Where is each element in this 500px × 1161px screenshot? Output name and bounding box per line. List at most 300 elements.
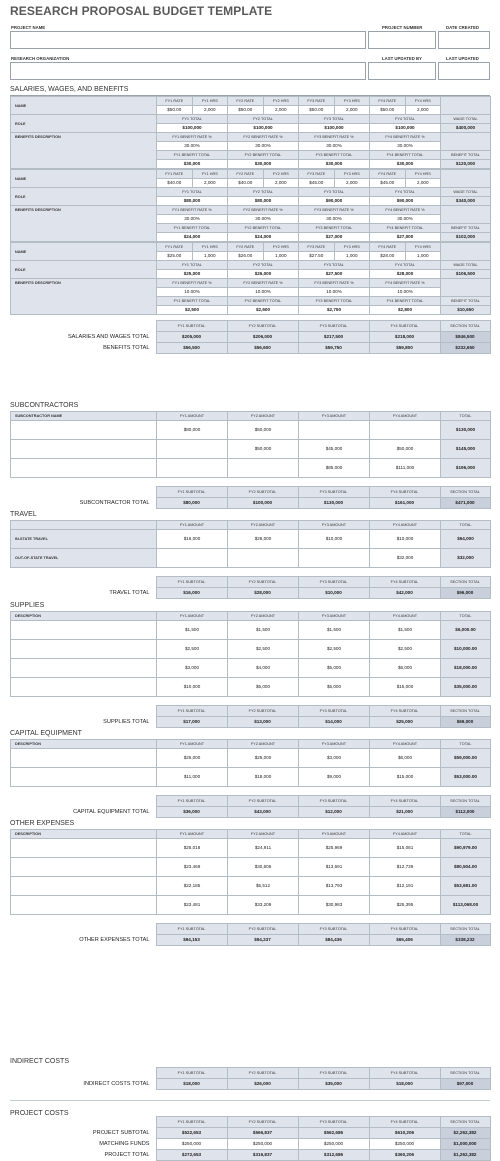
row-total: $32,000	[441, 549, 491, 568]
summary-header: SECTION TOTAL	[440, 796, 490, 807]
summary-header: SECTION TOTAL	[440, 706, 490, 717]
amount-value[interactable]: $5,000	[228, 678, 299, 697]
row-total: $130,000	[441, 421, 491, 440]
benefit-rate[interactable]: 30.00%	[228, 215, 299, 224]
last-updated-by-field[interactable]	[368, 62, 436, 80]
summary-value: $59,800	[369, 343, 440, 354]
benefit-rate[interactable]: 10.00%	[299, 288, 370, 297]
amount-header: FY4 AMOUNT	[370, 830, 441, 839]
subcontractors-table	[10, 411, 490, 509]
amount-value[interactable]: $3,000	[157, 659, 228, 678]
project-name-label: PROJECT NAME	[11, 25, 46, 30]
date-created-label: DATE CREATED	[446, 25, 480, 30]
rate-header: FY4 HRS	[405, 97, 441, 106]
project-cost-label: MATCHING FUNDS	[10, 1139, 156, 1150]
summary-value: $28,000	[227, 588, 298, 599]
amount-value[interactable]	[157, 459, 228, 478]
blank-cell	[10, 796, 156, 807]
wage-total-header: WAGE TOTAL	[441, 261, 491, 270]
amount-value[interactable]: $1,500	[157, 621, 228, 640]
summary-value: $206,000	[227, 332, 298, 343]
benefit-fy-total: $2,800	[370, 306, 441, 315]
summary-header: FY1 SUBTOTAL	[156, 796, 227, 807]
summary-label: SALARIES AND WAGES TOTAL	[10, 332, 156, 343]
project-cost-row	[10, 1150, 490, 1161]
amount-value[interactable]: $11,000	[157, 768, 228, 787]
rate-value[interactable]: $50.00	[228, 106, 264, 115]
benefit-fy-total: $27,000	[370, 233, 441, 242]
amount-value[interactable]: $12,191	[370, 877, 441, 896]
rate-value[interactable]: $50.00	[157, 106, 193, 115]
row-total: $196,000	[441, 459, 491, 478]
benefit-rate[interactable]: 30.00%	[299, 215, 370, 224]
summary-value: $218,000	[369, 332, 440, 343]
role-label: ROLE	[11, 115, 157, 133]
amount-value[interactable]: $2,500	[370, 640, 441, 659]
summary-label: BENEFITS TOTAL	[10, 343, 156, 354]
summary-header: FY4 SUBTOTAL	[369, 796, 440, 807]
row-total: $145,000	[441, 440, 491, 459]
summary-header: FY2 SUBTOTAL	[227, 924, 298, 935]
summary-header-row	[10, 321, 490, 332]
amount-header-row	[11, 412, 491, 421]
rate-value[interactable]: $50.00	[370, 106, 406, 115]
summary-value: $217,500	[298, 332, 369, 343]
fy-total: $27,500	[299, 270, 370, 279]
amount-value[interactable]: $15,081	[370, 839, 441, 858]
amount-value[interactable]	[228, 549, 299, 568]
amount-value[interactable]: $16,000	[157, 530, 228, 549]
summary-value: $43,000	[227, 807, 298, 818]
research-org-label: RESEARCH ORGANIZATION	[11, 56, 70, 61]
amount-value[interactable]: $10,000	[370, 530, 441, 549]
salary-rate-header-row	[11, 243, 491, 252]
summary-row	[10, 807, 490, 818]
rate-header: FY4 RATE	[370, 97, 406, 106]
total-header: FY2 TOTAL	[228, 188, 299, 197]
amount-header: FY4 AMOUNT	[370, 740, 441, 749]
project-cost-label: PROJECT SUBTOTAL	[10, 1128, 156, 1139]
benefit-rate[interactable]: 30.00%	[370, 215, 441, 224]
summary-header-row	[10, 487, 490, 498]
benefit-rate-header: FY1 BENEFIT RATE %	[157, 206, 228, 215]
summary-row	[10, 343, 490, 354]
amount-value[interactable]: $25,000	[228, 749, 299, 768]
row-total: $18,000.00	[441, 659, 491, 678]
blank-cell	[10, 706, 156, 717]
row-description[interactable]	[11, 621, 157, 640]
project-costs-table	[10, 1116, 490, 1161]
summary-header: FY3 SUBTOTAL	[298, 924, 369, 935]
row-description[interactable]	[11, 839, 157, 858]
rate-header: FY3 HRS	[334, 97, 370, 106]
amount-value[interactable]	[299, 549, 370, 568]
benefit-fy-total: $30,000	[370, 160, 441, 169]
blank-cell	[10, 1068, 156, 1079]
salary-total-header-row	[11, 188, 491, 197]
rate-header: FY1 RATE	[157, 97, 193, 106]
fy-total: $100,000	[370, 124, 441, 133]
row-description[interactable]: OUT-OF-STATE TRAVEL	[11, 549, 157, 568]
amount-value[interactable]: $15,000	[370, 678, 441, 697]
amount-value[interactable]	[370, 421, 441, 440]
amount-value[interactable]: $6,000	[370, 749, 441, 768]
benefit-total-header: FY4 BENEFIT TOTAL	[370, 151, 441, 160]
rate-header: FY2 HRS	[263, 170, 299, 179]
rate-header: FY2 HRS	[263, 243, 299, 252]
row-description[interactable]	[11, 459, 157, 478]
row-description[interactable]	[11, 640, 157, 659]
amount-value[interactable]: $15,000	[370, 768, 441, 787]
summary-row	[10, 588, 490, 599]
project-cost-label: PROJECT TOTAL	[10, 1150, 156, 1161]
amount-value[interactable]: $13,793	[299, 877, 370, 896]
summary-row	[10, 498, 490, 509]
summary-header: FY4 SUBTOTAL	[369, 487, 440, 498]
amount-value[interactable]: $3,000	[299, 749, 370, 768]
rate-value[interactable]: 2,000	[334, 179, 370, 188]
role-label: ROLE	[11, 188, 157, 206]
benefit-total-header: FY2 BENEFIT TOTAL	[228, 224, 299, 233]
amount-value[interactable]: $30,605	[228, 858, 299, 877]
row-description[interactable]	[11, 749, 157, 768]
table-row	[11, 877, 491, 896]
summary-header: FY3 SUBTOTAL	[298, 1117, 369, 1128]
benefit-rate-header: FY4 BENEFIT RATE %	[370, 279, 441, 288]
summary-row	[10, 935, 490, 946]
rate-value[interactable]: $45.00	[299, 179, 335, 188]
project-name-field[interactable]	[10, 31, 366, 49]
benefit-rate-header: FY3 BENEFIT RATE %	[299, 133, 370, 142]
rate-header: FY4 RATE	[370, 170, 406, 179]
description-header: DESCRIPTION	[11, 612, 157, 621]
amount-value[interactable]: $12,739	[370, 858, 441, 877]
last-updated-field[interactable]	[438, 62, 490, 80]
summary-header: SECTION TOTAL	[440, 487, 490, 498]
summary-label: OTHER EXPENSES TOTAL	[10, 935, 156, 946]
benefit-rate[interactable]: 30.00%	[299, 142, 370, 151]
rate-value[interactable]: 1,000	[263, 252, 299, 261]
summary-header: SECTION TOTAL	[440, 1117, 490, 1128]
amount-header: FY4 AMOUNT	[370, 612, 441, 621]
rate-value[interactable]: 1,000	[405, 252, 441, 261]
amount-value[interactable]	[157, 549, 228, 568]
benefit-total-header: FY1 BENEFIT TOTAL	[157, 297, 228, 306]
blank-cell	[441, 133, 491, 151]
rate-header: FY2 HRS	[263, 97, 299, 106]
rate-value[interactable]: 2,000	[334, 106, 370, 115]
amount-value[interactable]: $18,000	[228, 768, 299, 787]
salary-rate-header-row	[11, 170, 491, 179]
blank-cell	[441, 97, 491, 115]
rate-value[interactable]: 2,000	[405, 179, 441, 188]
rate-value[interactable]: $40.00	[157, 179, 193, 188]
rate-value[interactable]: 2,000	[263, 106, 299, 115]
row-description[interactable]	[11, 858, 157, 877]
amount-value[interactable]: $80,000	[157, 421, 228, 440]
benefit-total-header: FY3 BENEFIT TOTAL	[299, 224, 370, 233]
capital-heading: CAPITAL EQUIPMENT	[10, 730, 82, 737]
rate-header: FY1 HRS	[192, 97, 228, 106]
rate-header: FY1 HRS	[192, 243, 228, 252]
rate-header: FY4 RATE	[370, 243, 406, 252]
table-row	[11, 858, 491, 877]
summary-value: $10,000	[298, 588, 369, 599]
benefit-total: $102,000	[441, 233, 491, 242]
summary-label: SUBCONTRACTOR TOTAL	[10, 498, 156, 509]
amount-value[interactable]: $85,000	[299, 459, 370, 478]
project-cost-value: $566,837	[227, 1128, 298, 1139]
project-cost-value[interactable]: $250,000	[369, 1139, 440, 1150]
benefit-fy-total: $2,500	[157, 306, 228, 315]
benefit-fy-total: $30,000	[299, 160, 370, 169]
summary-label: CAPITAL EQUIPMENT TOTAL	[10, 807, 156, 818]
summary-value: $205,000	[156, 332, 227, 343]
indirect-heading: INDIRECT COSTS	[10, 1058, 69, 1065]
amount-value[interactable]: $32,000	[370, 549, 441, 568]
summary-value: $94,237	[227, 935, 298, 946]
amount-header: FY3 AMOUNT	[299, 612, 370, 621]
salary-rate-header-row	[11, 97, 491, 106]
amount-header: FY4 AMOUNT	[370, 521, 441, 530]
wage-total: $106,500	[441, 270, 491, 279]
amount-header: FY1 AMOUNT	[157, 612, 228, 621]
benefit-total-header: FY1 BENEFIT TOTAL	[157, 224, 228, 233]
rate-value[interactable]: $45.00	[370, 179, 406, 188]
research-org-field[interactable]	[10, 62, 366, 80]
table-row	[11, 839, 491, 858]
summary-header: FY4 SUBTOTAL	[369, 1117, 440, 1128]
description-header: DESCRIPTION	[11, 830, 157, 839]
benefit-rate[interactable]: 10.00%	[228, 288, 299, 297]
summary-header: SECTION TOTAL	[440, 321, 490, 332]
row-description[interactable]: IN-STATE TRAVEL	[11, 530, 157, 549]
amount-header: FY3 AMOUNT	[299, 740, 370, 749]
project-cost-value: $312,686	[298, 1150, 369, 1161]
amount-value[interactable]: $50,000	[228, 421, 299, 440]
amount-value[interactable]: $111,000	[370, 459, 441, 478]
fy-total: $25,000	[157, 270, 228, 279]
amount-value[interactable]: $5,000	[299, 678, 370, 697]
amount-value[interactable]: $23,481	[157, 896, 228, 915]
amount-value[interactable]: $1,500	[370, 621, 441, 640]
fy-total: $26,000	[228, 270, 299, 279]
name-label: NAME	[11, 97, 157, 115]
summary-header: FY1 SUBTOTAL	[156, 706, 227, 717]
blank-cell	[10, 924, 156, 935]
row-total: $64,000	[441, 530, 491, 549]
benefit-rate[interactable]: 10.00%	[157, 288, 228, 297]
amount-value[interactable]: $33,209	[228, 896, 299, 915]
blank-cell	[441, 243, 491, 261]
benefit-total-header: FY2 BENEFIT TOTAL	[228, 151, 299, 160]
summary-value: $18,000	[156, 1079, 227, 1090]
summary-value: $130,000	[298, 498, 369, 509]
benefit-total-header: FY4 BENEFIT TOTAL	[370, 224, 441, 233]
amount-value[interactable]	[157, 440, 228, 459]
amount-header: FY1 AMOUNT	[157, 412, 228, 421]
summary-value: $846,500	[440, 332, 490, 343]
salary-total-header-row	[11, 115, 491, 124]
rate-value[interactable]: 1,000	[334, 252, 370, 261]
summary-value: $338,232	[440, 935, 490, 946]
summary-value: $232,650	[440, 343, 490, 354]
last-updated-by-label: LAST UPDATED BY	[382, 56, 423, 61]
amount-value[interactable]: $45,000	[299, 440, 370, 459]
row-total: $113,068.00	[441, 896, 491, 915]
table-row	[11, 459, 491, 478]
rate-value[interactable]: 2,000	[405, 106, 441, 115]
row-description[interactable]	[11, 678, 157, 697]
amount-value[interactable]: $22,185	[157, 877, 228, 896]
amount-header: TOTAL	[441, 521, 491, 530]
rate-value[interactable]: 1,000	[192, 252, 228, 261]
amount-value[interactable]: $5,512	[228, 877, 299, 896]
summary-value: $25,000	[369, 717, 440, 728]
table-row	[11, 549, 491, 568]
fy-total: $100,000	[299, 124, 370, 133]
table-row	[11, 678, 491, 697]
amount-header: FY2 AMOUNT	[228, 412, 299, 421]
amount-value[interactable]: $25,395	[370, 896, 441, 915]
table-row	[11, 768, 491, 787]
travel-heading: TRAVEL	[10, 511, 37, 518]
amount-value[interactable]: $10,000	[299, 530, 370, 549]
amount-value[interactable]: $2,500	[299, 640, 370, 659]
benefit-total-header: BENEFIT TOTAL	[441, 151, 491, 160]
project-cost-value: $2,262,382	[440, 1128, 490, 1139]
description-header: SUBCONTRACTOR NAME	[11, 412, 157, 421]
benefit-rate-header-row	[11, 206, 491, 215]
amount-value[interactable]: $25,969	[299, 839, 370, 858]
benefit-rate[interactable]: 30.00%	[157, 215, 228, 224]
table-row	[11, 640, 491, 659]
amount-value[interactable]: $10,000	[157, 678, 228, 697]
amount-header: FY2 AMOUNT	[228, 830, 299, 839]
rate-value[interactable]: $25.00	[157, 252, 193, 261]
summary-header: SECTION TOTAL	[440, 1068, 490, 1079]
row-description[interactable]	[11, 768, 157, 787]
total-header: FY1 TOTAL	[157, 261, 228, 270]
benefit-total-header: FY2 BENEFIT TOTAL	[228, 297, 299, 306]
rate-value[interactable]: $26.00	[228, 252, 264, 261]
summary-header: FY3 SUBTOTAL	[298, 487, 369, 498]
benefits-desc-label: BENEFITS DESCRIPTION	[11, 206, 157, 242]
amount-header: FY4 AMOUNT	[370, 412, 441, 421]
amount-value[interactable]: $6,000	[370, 659, 441, 678]
benefit-rate[interactable]: 30.00%	[228, 142, 299, 151]
total-header: FY2 TOTAL	[228, 261, 299, 270]
project-cost-value: $522,653	[156, 1128, 227, 1139]
date-created-field[interactable]	[438, 31, 490, 49]
amount-value[interactable]: $25,000	[157, 749, 228, 768]
project-costs-heading: PROJECT COSTS	[10, 1110, 69, 1117]
rate-value[interactable]: 2,000	[192, 179, 228, 188]
row-description[interactable]	[11, 440, 157, 459]
amount-value[interactable]: $28,000	[228, 530, 299, 549]
summary-value: $161,000	[369, 498, 440, 509]
amount-value[interactable]: $25,018	[157, 839, 228, 858]
benefit-rate[interactable]: 10.00%	[370, 288, 441, 297]
rate-value[interactable]: $28.00	[370, 252, 406, 261]
amount-value[interactable]: $5,000	[299, 659, 370, 678]
amount-value[interactable]: $13,691	[299, 858, 370, 877]
summary-header: FY3 SUBTOTAL	[298, 706, 369, 717]
summary-value: $56,600	[227, 343, 298, 354]
row-total: $53,681.00	[441, 877, 491, 896]
table-row	[11, 440, 491, 459]
project-cost-value: $316,837	[227, 1150, 298, 1161]
row-description[interactable]	[11, 877, 157, 896]
benefit-rate-header: FY1 BENEFIT RATE %	[157, 279, 228, 288]
amount-value[interactable]: $23,469	[157, 858, 228, 877]
amount-value[interactable]: $4,000	[228, 659, 299, 678]
project-cost-value[interactable]: $250,000	[227, 1139, 298, 1150]
project-cost-value[interactable]: $250,000	[298, 1139, 369, 1150]
total-header: FY3 TOTAL	[299, 188, 370, 197]
rate-value[interactable]: 2,000	[192, 106, 228, 115]
amount-value[interactable]: $2,500	[157, 640, 228, 659]
amount-value[interactable]: $50,000	[370, 440, 441, 459]
summary-header-row	[10, 706, 490, 717]
amount-header: FY1 AMOUNT	[157, 521, 228, 530]
blank-cell	[441, 279, 491, 297]
rate-header: FY3 RATE	[299, 97, 335, 106]
amount-value[interactable]: $30,983	[299, 896, 370, 915]
amount-value[interactable]: $2,500	[228, 640, 299, 659]
project-number-field[interactable]	[368, 31, 436, 49]
benefit-rate[interactable]: 30.00%	[370, 142, 441, 151]
amount-value[interactable]: $1,500	[228, 621, 299, 640]
amount-value[interactable]: $1,500	[299, 621, 370, 640]
benefit-fy-total: $2,750	[299, 306, 370, 315]
name-label: NAME	[11, 170, 157, 188]
amount-header: FY2 AMOUNT	[228, 612, 299, 621]
summary-value: $97,000	[440, 1079, 490, 1090]
amount-value[interactable]: $50,000	[228, 440, 299, 459]
summary-header: FY4 SUBTOTAL	[369, 706, 440, 717]
row-description[interactable]	[11, 659, 157, 678]
amount-value[interactable]: $24,911	[228, 839, 299, 858]
rate-value[interactable]: $40.00	[228, 179, 264, 188]
summary-header: FY4 SUBTOTAL	[369, 1068, 440, 1079]
amount-header-row	[11, 521, 491, 530]
indirect-table	[10, 1067, 490, 1090]
amount-header: TOTAL	[441, 830, 491, 839]
project-cost-value[interactable]: $250,000	[156, 1139, 227, 1150]
benefit-rate[interactable]: 30.00%	[157, 142, 228, 151]
salaries-summary	[10, 320, 490, 354]
row-description[interactable]	[11, 421, 157, 440]
amount-value[interactable]: $9,000	[299, 768, 370, 787]
summary-header: FY1 SUBTOTAL	[156, 487, 227, 498]
amount-value[interactable]	[299, 421, 370, 440]
summary-value: $56,500	[156, 343, 227, 354]
rate-header: FY3 RATE	[299, 170, 335, 179]
amount-value[interactable]	[228, 459, 299, 478]
rate-value[interactable]: $27.50	[299, 252, 335, 261]
benefit-rate-header: FY4 BENEFIT RATE %	[370, 206, 441, 215]
rate-value[interactable]: 2,000	[263, 179, 299, 188]
supplies-heading: SUPPLIES	[10, 602, 45, 609]
summary-header: FY3 SUBTOTAL	[298, 1068, 369, 1079]
row-description[interactable]	[11, 896, 157, 915]
summary-value: $17,000	[156, 717, 227, 728]
summary-header: SECTION TOTAL	[440, 924, 490, 935]
summary-header: FY1 SUBTOTAL	[156, 1068, 227, 1079]
rate-value[interactable]: $50.00	[299, 106, 335, 115]
salaries-heading: SALARIES, WAGES, AND BENEFITS	[10, 86, 129, 93]
